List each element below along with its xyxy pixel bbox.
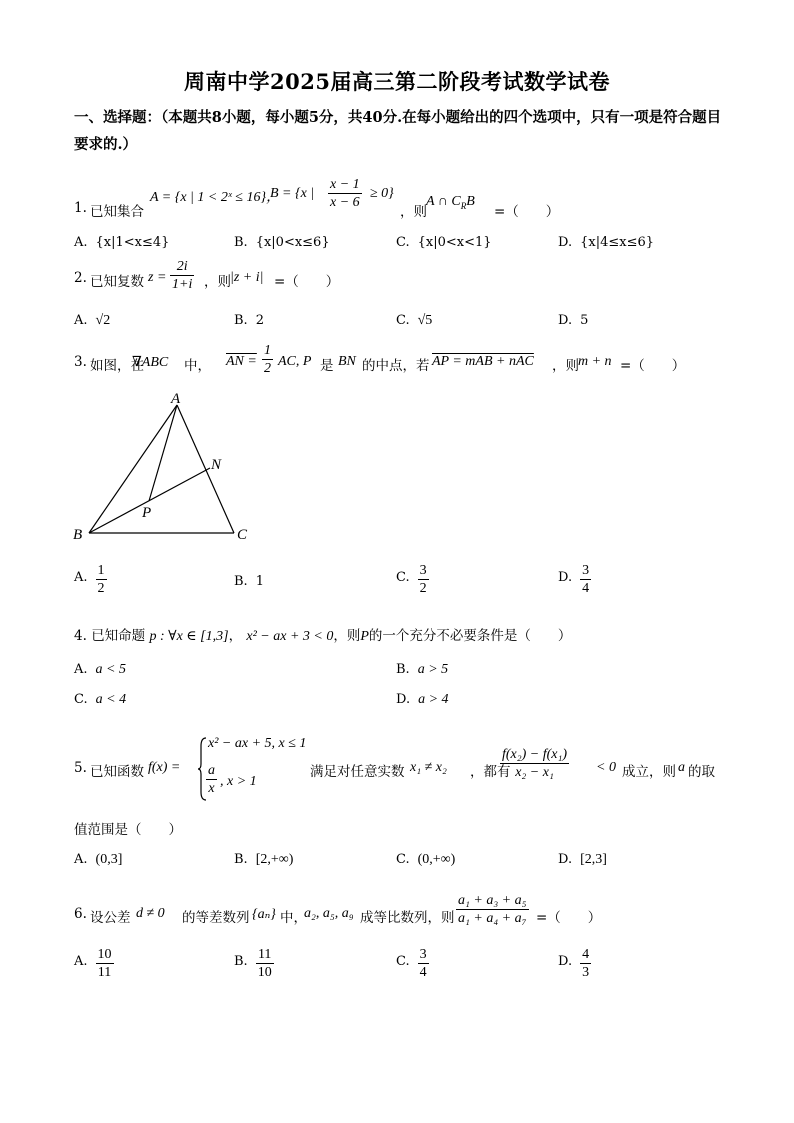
fraction-numerator: 11 bbox=[256, 946, 274, 964]
d-condition: d ≠ 0 bbox=[136, 906, 165, 921]
q2-option-b[interactable] bbox=[234, 313, 264, 328]
q6-option-b[interactable] bbox=[234, 946, 274, 981]
fraction-denominator: 3 bbox=[582, 965, 590, 980]
option-label: A. bbox=[74, 852, 88, 867]
option-text: [2,+∞) bbox=[255, 852, 294, 867]
question-stem-prefix: 已知命题 bbox=[91, 628, 146, 644]
fraction-numerator: 1 bbox=[264, 343, 271, 358]
option-text: {x|0<x≤6} bbox=[255, 235, 330, 250]
option-text: (0,3] bbox=[95, 852, 123, 867]
z-lhs: z = bbox=[148, 270, 167, 285]
option-text: [2,3] bbox=[580, 852, 607, 867]
set-a: A = {x | 1 < 2ˣ ≤ 16}， bbox=[150, 190, 281, 205]
fraction-denominator: 4 bbox=[419, 965, 427, 980]
q5-option-d[interactable] bbox=[558, 852, 607, 868]
expr-main: A ∩ C bbox=[426, 194, 461, 209]
option-label: B. bbox=[234, 954, 248, 969]
option-text: a < 5 bbox=[95, 662, 126, 677]
piecewise-case-2-condition: , x > 1 bbox=[220, 774, 257, 789]
set-b-fraction bbox=[328, 176, 362, 211]
fraction-denominator: 2 bbox=[264, 361, 271, 376]
fraction-numerator: a bbox=[208, 763, 215, 778]
triangle-figure bbox=[70, 388, 260, 548]
q5-option-c[interactable] bbox=[396, 852, 455, 868]
label-n: N bbox=[211, 457, 222, 473]
question-number: 5. bbox=[74, 760, 87, 776]
option-label: C. bbox=[396, 954, 410, 969]
proposition-p: p : ∀x ∈ [1,3] bbox=[149, 629, 229, 644]
option-fraction bbox=[418, 562, 429, 597]
set-expression bbox=[426, 194, 475, 211]
fraction-denominator: 4 bbox=[582, 581, 590, 596]
sequence: {aₙ} bbox=[252, 907, 276, 922]
vector-an: AN = bbox=[226, 354, 257, 369]
label-b: B bbox=[73, 527, 83, 543]
q1-option-b[interactable] bbox=[234, 235, 330, 250]
option-text: 5 bbox=[580, 313, 589, 328]
option-text: a > 4 bbox=[418, 692, 449, 707]
section-heading: 一、选择题：（本题共8小题，每小题5分，共40分.在每小题给出的四个选项中，只有一项是符合题目要求的.） bbox=[74, 109, 722, 153]
less-than-zero: < 0 bbox=[596, 760, 616, 775]
fraction-numerator: 3 bbox=[419, 947, 427, 962]
page-title: 周南中学2025届高三第二阶段考试数学试卷 bbox=[184, 69, 610, 94]
option-label: A. bbox=[74, 662, 88, 677]
question-stem-prefix: 如图，在 bbox=[90, 358, 144, 374]
option-label: B. bbox=[234, 574, 248, 589]
vector-ac-p: AC, P bbox=[278, 354, 312, 369]
option-text: 1 bbox=[255, 574, 264, 589]
question-5-line2: 值范围是（ ） bbox=[74, 822, 182, 838]
question-stem-prefix: 设公差 bbox=[90, 910, 131, 926]
option-label: A. bbox=[74, 313, 88, 328]
fraction-denominator: 2 bbox=[419, 581, 427, 596]
question-stem-prefix: 已知集合 bbox=[90, 204, 144, 220]
q3-option-d[interactable] bbox=[558, 562, 591, 597]
q6-option-d[interactable] bbox=[558, 946, 591, 981]
segment-ap-line bbox=[149, 405, 177, 501]
question-stem-end: 的取 bbox=[688, 764, 715, 780]
option-label: C. bbox=[396, 313, 410, 328]
option-label: C. bbox=[396, 235, 410, 250]
question-stem-prefix: 已知函数 bbox=[90, 764, 144, 780]
question-stem-mid: ，则 bbox=[204, 274, 231, 290]
question-number: 2. bbox=[74, 270, 87, 286]
question-stem-mid3: ，则 bbox=[552, 358, 579, 374]
question-4 bbox=[74, 624, 571, 645]
option-label: D. bbox=[558, 235, 573, 250]
q1-option-c[interactable] bbox=[396, 235, 492, 250]
q1-option-a[interactable] bbox=[74, 235, 169, 250]
q4-option-c[interactable] bbox=[74, 692, 126, 708]
option-label: B. bbox=[234, 313, 248, 328]
m-plus-n: m + n bbox=[578, 354, 612, 369]
question-stem-mid: 满足对任意实数 bbox=[310, 764, 405, 780]
fraction-numerator: 4 bbox=[582, 947, 590, 962]
question-stem-end: =（ ） bbox=[536, 910, 602, 926]
difference-quotient bbox=[500, 746, 569, 781]
q2-option-a[interactable] bbox=[74, 313, 110, 329]
set-b-prefix: B = {x | bbox=[270, 186, 315, 201]
p-variable: P bbox=[360, 629, 369, 644]
question-stem-end: =（ ） bbox=[620, 358, 686, 374]
question-number: 4. bbox=[74, 628, 87, 644]
option-label: A. bbox=[74, 235, 88, 250]
q6-option-c[interactable] bbox=[396, 946, 429, 981]
option-label: D. bbox=[558, 954, 573, 969]
option-label: D. bbox=[396, 692, 411, 707]
question-stem-mid2: 的中点，若 bbox=[362, 358, 430, 374]
half-fraction bbox=[262, 342, 273, 377]
inequality: x² − ax + 3 < 0 bbox=[246, 629, 334, 644]
question-stem-end: =（ ） bbox=[494, 204, 560, 220]
triangle-symbol: ∇ABC bbox=[132, 355, 169, 370]
option-text: √2 bbox=[95, 313, 111, 328]
q4-option-a[interactable] bbox=[74, 662, 126, 678]
q5-option-a[interactable] bbox=[74, 852, 122, 868]
fraction-numerator: x − 1 bbox=[330, 177, 360, 192]
option-label: B. bbox=[396, 662, 410, 677]
q6-option-a[interactable] bbox=[74, 946, 114, 981]
option-label: C. bbox=[396, 852, 410, 867]
set-b-suffix: ≥ 0} bbox=[370, 186, 394, 201]
option-fraction bbox=[96, 562, 107, 597]
modulus-expression: |z + i| bbox=[230, 270, 264, 285]
option-fraction bbox=[256, 946, 274, 981]
fraction-denominator: x − 6 bbox=[330, 195, 360, 210]
label-a: A bbox=[171, 391, 181, 407]
fraction-numerator: 3 bbox=[419, 563, 427, 578]
option-label: B. bbox=[234, 235, 248, 250]
question-stem-prefix: 已知复数 bbox=[90, 274, 144, 290]
option-fraction bbox=[96, 946, 114, 981]
question-stem-sep: ， bbox=[228, 628, 243, 644]
option-text: {x|4≤x≤6} bbox=[580, 235, 655, 250]
option-text: √5 bbox=[417, 313, 433, 328]
question-stem-mid: 的等差数列 bbox=[182, 910, 250, 926]
edge-ac bbox=[177, 405, 234, 533]
option-label: C. bbox=[74, 692, 88, 707]
fraction-numerator: a₁ + a₃ + a₅ bbox=[458, 893, 527, 908]
question-stem-mid: 是 bbox=[320, 358, 334, 374]
question-number: 6. bbox=[74, 906, 87, 922]
q3-option-c[interactable] bbox=[396, 562, 429, 597]
segment-bn: BN bbox=[338, 354, 356, 369]
a-variable: a bbox=[678, 760, 685, 775]
option-label: A. bbox=[74, 570, 88, 585]
piecewise-case-2-fraction bbox=[206, 762, 217, 797]
fraction-denominator: x₂ − x₁ bbox=[515, 765, 554, 780]
question-stem-mid: ，则 bbox=[400, 204, 427, 220]
expr-sub: R bbox=[460, 200, 467, 211]
question-stem-mid2: ，都有 bbox=[470, 764, 511, 780]
option-label: C. bbox=[396, 570, 410, 585]
expr-tail: B bbox=[466, 194, 475, 209]
fraction-denominator: 1+i bbox=[172, 277, 193, 292]
q5-option-b[interactable] bbox=[234, 852, 293, 868]
q3-option-a[interactable] bbox=[74, 562, 107, 597]
question-stem-mid2: 中， bbox=[280, 910, 307, 926]
fraction-numerator: 2i bbox=[170, 258, 194, 276]
fraction-denominator: 10 bbox=[257, 965, 272, 980]
fraction-numerator: 10 bbox=[97, 947, 112, 962]
option-text: a > 5 bbox=[417, 662, 449, 677]
question-stem-end: 的一个充分不必要条件是（ ） bbox=[368, 628, 572, 644]
option-text: {x|1<x≤4} bbox=[95, 235, 170, 250]
q2-option-d[interactable] bbox=[558, 313, 588, 328]
question-number: 1. bbox=[74, 200, 87, 216]
fraction-denominator: 2 bbox=[97, 581, 105, 596]
fraction-numerator: 1 bbox=[97, 563, 105, 578]
q3-option-b[interactable] bbox=[234, 574, 264, 589]
q1-option-d[interactable] bbox=[558, 235, 654, 250]
question-stem-end: =（ ） bbox=[274, 274, 340, 290]
z-fraction bbox=[170, 258, 194, 293]
fraction-numerator: f(x₂) − f(x₁) bbox=[502, 747, 568, 762]
question-stem-mid: ，则 bbox=[333, 628, 361, 644]
x-not-equal: x₁ ≠ x₂ bbox=[410, 760, 447, 775]
option-text: {x|0<x<1} bbox=[417, 235, 492, 250]
option-label: D. bbox=[558, 313, 573, 328]
question-stem-mid3: 成等比数列，则 bbox=[360, 910, 455, 926]
sum-ratio bbox=[456, 892, 529, 927]
option-text: a < 4 bbox=[95, 692, 127, 707]
vector-ap-equation: AP = mAB + nAC bbox=[432, 354, 534, 369]
label-p: P bbox=[142, 505, 152, 521]
question-5 bbox=[74, 734, 734, 806]
q4-option-d[interactable] bbox=[396, 692, 449, 708]
question-stem-mid3: 成立，则 bbox=[622, 764, 676, 780]
question-stem-in: 中， bbox=[184, 358, 211, 374]
edge-ab bbox=[89, 405, 177, 533]
label-c: C bbox=[237, 527, 248, 543]
q4-option-b[interactable] bbox=[396, 662, 448, 678]
function-f: f(x) = bbox=[148, 760, 181, 775]
option-label: D. bbox=[558, 852, 573, 867]
option-fraction bbox=[580, 562, 591, 597]
option-text: (0,+∞) bbox=[417, 852, 456, 867]
option-fraction bbox=[580, 946, 591, 981]
fraction-denominator: x bbox=[208, 781, 215, 796]
option-fraction bbox=[418, 946, 429, 981]
geometric-terms: a₂, a₅, a₉ bbox=[304, 906, 354, 921]
option-label: D. bbox=[558, 570, 573, 585]
option-text: 2 bbox=[255, 313, 264, 328]
fraction-denominator: a₁ + a₄ + a₇ bbox=[458, 911, 527, 926]
fraction-denominator: 11 bbox=[97, 965, 112, 980]
fraction-numerator: 3 bbox=[582, 563, 590, 578]
option-label: B. bbox=[234, 852, 248, 867]
q2-option-c[interactable] bbox=[396, 313, 432, 329]
option-label: A. bbox=[74, 954, 88, 969]
question-number: 3. bbox=[74, 354, 87, 370]
piecewise-case-1: x² − ax + 5, x ≤ 1 bbox=[208, 736, 307, 751]
